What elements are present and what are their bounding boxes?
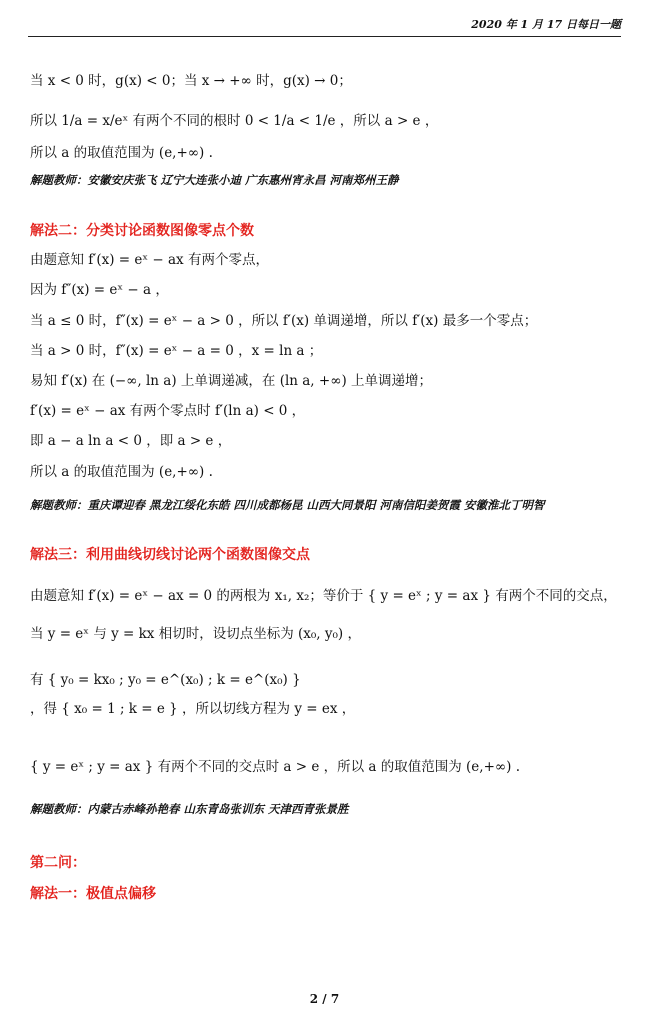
section-heading: 解法三：利用曲线切线讨论两个函数图像交点 (30, 547, 310, 564)
text-line: 当 y = eˣ 与 y = kx 相切时，设切点坐标为 (x₀, y₀) ， (30, 626, 361, 643)
document-body (30, 62, 620, 903)
text-line: 当 a > 0 时，f″(x) = eˣ − a = 0 ，x = ln a ； (30, 342, 323, 359)
header-date: 2020 年 1 月 17 日每日一题 (471, 18, 621, 31)
page-number (0, 992, 649, 1006)
page-header (28, 14, 621, 37)
section-heading: 解法一：极值点偏移 (30, 885, 156, 902)
teacher-credit: 解题教师：安徽安庆张飞 辽宁大连张小迪 广东惠州宵永昌 河南郑州王静 (30, 172, 399, 187)
teacher-credit: 解题教师：重庆谭迎春 黑龙江绥化东皓 四川成都杨昆 山西大同景阳 河南信阳姜贺霞 安徽淮北丁明智 (30, 497, 545, 512)
text-line: ，得 { x₀ = 1 ; k = e } ，所以切线方程为 y = ex ， (30, 700, 356, 717)
text-line: f′(x) = eˣ − ax 有两个零点时 f′(ln a) < 0 ， (30, 403, 306, 420)
text-line: { y = eˣ ; y = ax } 有两个不同的交点时 a > e ，所以 a 的取值范围为 (e,+∞) . (30, 758, 520, 775)
text-line: 所以 1/a = x/eˣ 有两个不同的根时 0 < 1/a < 1/e ，所以 a > e ， (30, 113, 439, 130)
text-line: 因为 f″(x) = eˣ − a ， (30, 282, 169, 299)
section-heading: 解法二：分类讨论函数图像零点个数 (30, 223, 254, 240)
text-line: 所以 a 的取值范围为 (e,+∞) . (30, 145, 213, 162)
text-line: 所以 a 的取值范围为 (e,+∞) . (30, 463, 213, 480)
section-heading: 第二问： (30, 854, 86, 871)
text-line: 有 { y₀ = kx₀ ; y₀ = e^(x₀) ; k = e^(x₀) } (30, 672, 301, 689)
text-line: 由题意知 f′(x) = eˣ − ax = 0 的两根为 x₁, x₂；等价于 { y = eˣ ; y = ax } 有两个不同的交点， (30, 588, 617, 604)
teacher-credit: 解题教师：内蒙古赤峰孙艳春 山东青岛张训东 天津西青张景胜 (30, 802, 349, 817)
text-line: 易知 f′(x) 在 (−∞, ln a) 上单调递减，在 (ln a, +∞) 上单调递增； (30, 372, 433, 389)
text-line: 即 a − a ln a < 0 ，即 a > e ， (30, 433, 232, 450)
text-line: 当 a ≤ 0 时，f″(x) = eˣ − a > 0 ，所以 f′(x) 单调递增，所以 f′(x) 最多一个零点； (30, 312, 538, 329)
text-line: 当 x < 0 时，g(x) < 0；当 x → +∞ 时，g(x) → 0； (30, 73, 352, 89)
page-number-text: 2 / 7 (309, 992, 340, 1006)
text-line: 由题意知 f′(x) = eˣ − ax 有两个零点， (30, 252, 269, 269)
